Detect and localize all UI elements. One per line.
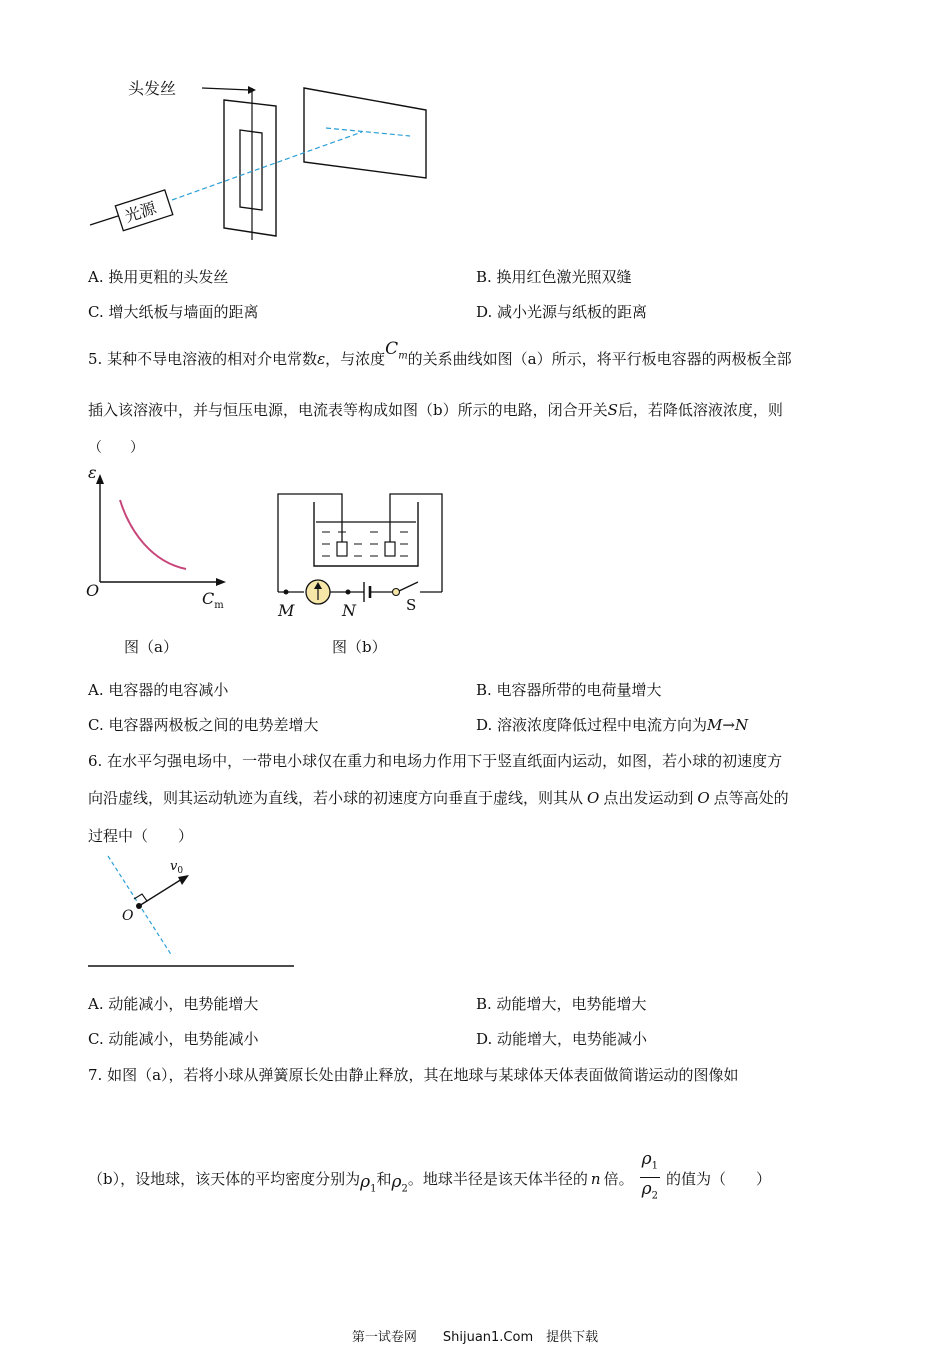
q6-text: 点等高处的 <box>713 789 789 807</box>
q4-option-a[interactable]: A. 换用更粗的头发丝 <box>88 268 229 286</box>
q5-stem-line3: （ ） <box>88 440 144 456</box>
q5-text: 后，若降低溶液浓度，则 <box>617 401 783 419</box>
n-symbol: n <box>590 1169 601 1188</box>
axis-label-cm: $C_m$ <box>202 589 224 611</box>
q4-option-b[interactable]: B. 换用红色激光照双缝 <box>476 268 632 286</box>
q5-text: 5. 某种不导电溶液的相对介电常数 <box>88 350 318 368</box>
q7-text: 。地球半径是该天体半径的 <box>407 1169 588 1188</box>
q6-figure <box>86 850 300 972</box>
current-direction: M→N <box>707 716 749 734</box>
q7-text: 倍。 <box>603 1169 634 1188</box>
q6-option-c[interactable]: C. 动能减小，电势能减小 <box>88 1030 259 1048</box>
figure-b-circuit <box>268 484 454 624</box>
q5-option-c[interactable]: C. 电容器两极板之间的电势差增大 <box>88 716 319 734</box>
axis-label-epsilon: ε <box>88 463 97 482</box>
switch-symbol: S <box>607 401 618 419</box>
q6-text: 向沿虚线，则其运动轨迹为直线，若小球的初速度方向垂直于虚线，则其从 <box>88 789 584 807</box>
point-o: O <box>697 789 710 807</box>
label-o: O <box>122 908 134 924</box>
rho2-symbol: $\rho_2$ <box>391 1171 408 1195</box>
q5-option-d-text: D. 溶液浓度降低过程中电流方向为 <box>476 716 708 734</box>
figure-b-caption: 图（b） <box>332 638 387 656</box>
q6-stem-line1: 6. 在水平匀强电场中，一带电小球仅在重力和电场力作用下于竖直纸面内运动，如图，若小球的初速度方 <box>88 752 783 770</box>
origin-label: O <box>86 581 100 600</box>
q5-text: ，与浓度 <box>325 350 386 368</box>
q5-text: 的关系曲线如图（a）所示，将平行板电容器的两极板全部 <box>407 350 792 368</box>
rho1-symbol: $\rho_1$ <box>360 1171 377 1195</box>
q7-stem-line1: 7. 如图（a），若将小球从弹簧原长处由静止释放，其在地球与某球体天体表面做简谐运动的图像如 <box>88 1066 739 1084</box>
q5-text: 插入该溶液中，并与恒压电源，电流表等构成如图（b）所示的电路，闭合开关 <box>88 401 608 419</box>
label-m: M <box>278 601 295 620</box>
q6-stem-line2 <box>88 787 868 808</box>
epsilon-symbol: ε <box>317 350 326 368</box>
q5-stem-line1 <box>88 339 868 371</box>
q7-text: （b），设地球，该天体的平均密度分别为 <box>88 1169 361 1188</box>
q6-option-b[interactable]: B. 动能增大，电势能增大 <box>476 995 647 1013</box>
q6-option-a[interactable]: A. 动能减小，电势能增大 <box>88 995 259 1013</box>
density-ratio-fraction: $\frac{\rho_1}{\rho_2}$ <box>641 1149 658 1202</box>
cm-symbol: $C_m$ <box>385 339 408 362</box>
q6-text: 点出发运动到 <box>603 789 694 807</box>
hair-experiment-figure <box>80 70 450 240</box>
figure-a-caption: 图（a） <box>124 638 178 656</box>
label-v0: $v_0$ <box>170 859 184 876</box>
q7-text: 和 <box>376 1169 392 1188</box>
q5-option-b[interactable]: B. 电容器所带的电荷量增大 <box>476 681 662 699</box>
label-s: S <box>406 596 417 614</box>
q5-stem-line2 <box>88 399 868 420</box>
q5-option-a[interactable]: A. 电容器的电容减小 <box>88 681 229 699</box>
q6-stem-line3: 过程中（ ） <box>88 827 194 845</box>
q7-stem-line2 <box>88 1150 868 1210</box>
q5-option-d[interactable] <box>476 714 748 735</box>
label-hair: 头发丝 <box>128 79 177 98</box>
q7-text: 的值为（ ） <box>665 1169 771 1188</box>
point-o: O <box>587 789 600 807</box>
q6-option-d[interactable]: D. 动能增大，电势能减小 <box>476 1030 648 1048</box>
footer-watermark: 第一试卷网 Shijuan1.Com 提供下载 <box>351 1330 599 1345</box>
q4-option-c[interactable]: C. 增大纸板与墙面的距离 <box>88 303 259 321</box>
label-n: N <box>342 601 356 620</box>
q4-option-d[interactable]: D. 减小光源与纸板的距离 <box>476 303 648 321</box>
figure-a-graph <box>82 462 232 622</box>
label-light-source: 光源 <box>122 198 159 226</box>
